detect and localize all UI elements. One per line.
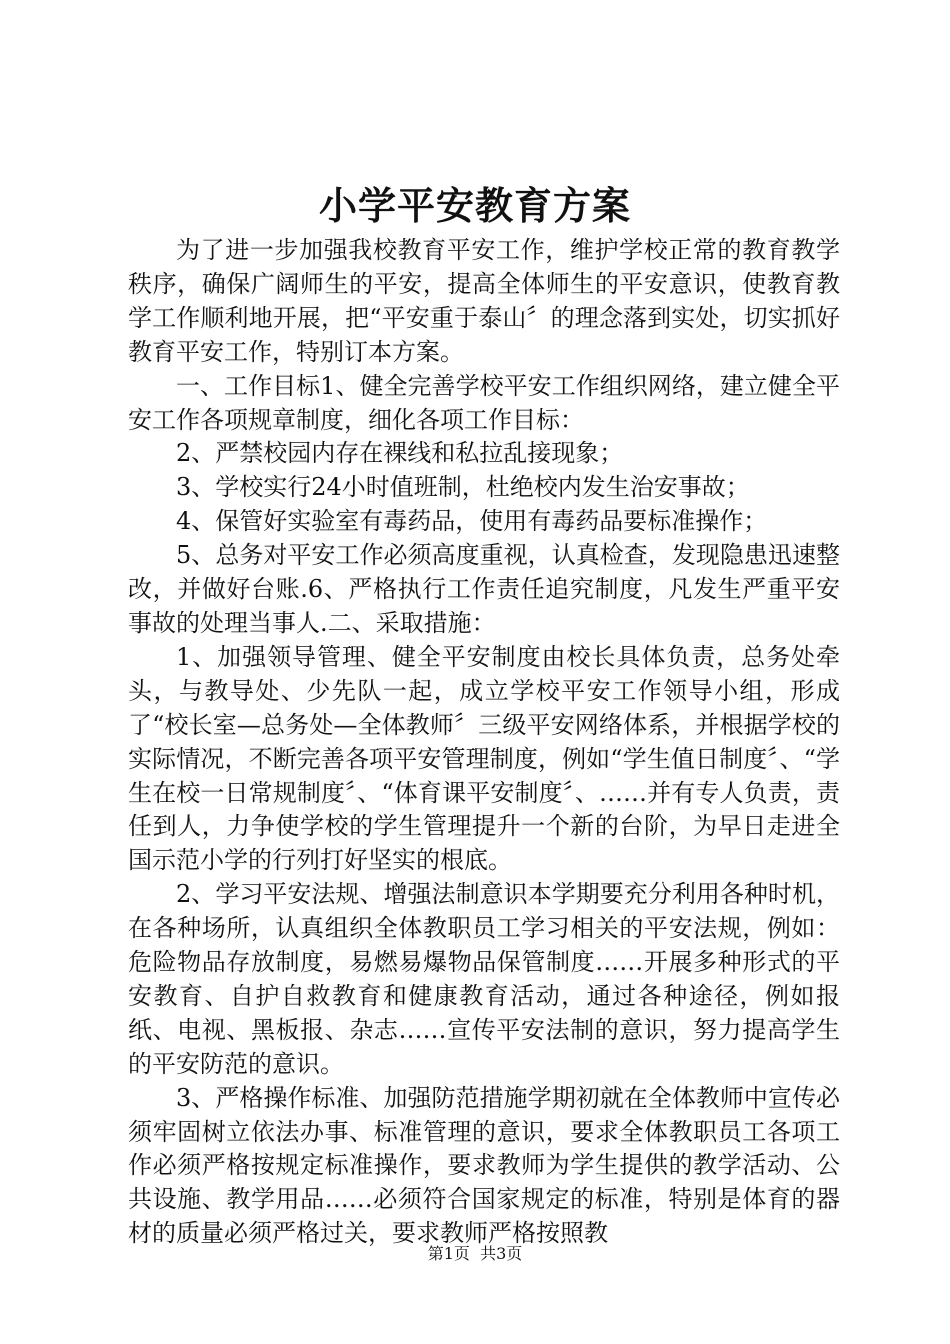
page-number: 第1页	[427, 1244, 470, 1263]
paragraph-item-4: 4、保管好实验室有毒药品，使用有毒药品要标准操作；	[176, 507, 768, 536]
paragraph-item-3: 3、学校实行24小时值班制，杜绝校内发生治安事故；	[176, 473, 750, 502]
page-footer	[0, 1243, 950, 1265]
paragraph-item-2: 2、严禁校园内存在裸线和私拉乱接现象；	[176, 439, 624, 468]
paragraph-item-5: 5、总务对平安工作必须高度重视，认真检查，发现隐患迅速整改，并做好台账.6、严格执行工作责任追究制度，凡发生严重平安事故的处理当事人.二、采取措施：	[128, 541, 840, 637]
paragraph-goals: 一、工作目标1、健全完善学校平安工作组织网络，建立健全平安工作各项规章制度，细化各项工作目标：	[128, 371, 840, 434]
paragraph-measure-1: 1、加强领导管理、健全平安制度由校长具体负责，总务处牵头，与教导处、少先队一起，成立学校平安工作领导小组，形成了“校长室—总务处—全体教师〞三级平安网络体系，并根据学校的实际情况，不断完善各项平安管理制度，例如“学生值日制度〞、“学生在校一日常规制度〞、“体育课平安制度〞、……并有专人负责，责任到人，力争使学校的学生管理提升一个新的台阶，为早日走进全国示范小学的行列打好坚实的根底。	[128, 642, 840, 875]
footer-separator	[470, 1244, 480, 1263]
document-title: 小学平安教育方案	[318, 183, 631, 228]
paragraph-measure-2: 2、学习平安法规、增强法制意识本学期要充分利用各种时机，在各种场所，认真组织全体教职员工学习相关的平安法规，例如：危险物品存放制度，易燃易爆物品保管制度……开展多种形式的平安教育、自护自救教育和健康教育活动，通过各种途径，例如报纸、电视、黑板报、杂志……宣传平安法制的意识，努力提高学生的平安防范的意识。	[128, 880, 840, 1078]
paragraph-intro: 为了进一步加强我校教育平安工作，维护学校正常的教育教学秩序，确保广阔师生的平安，提高全体师生的平安意识，使教育教学工作顺利地开展，把“平安重于泰山〞的理念落到实处，切实抓好教育平安工作，特别订本方案。	[128, 236, 840, 366]
paragraph-measure-3: 3、严格操作标准、加强防范措施学期初就在全体教师中宣传必须牢固树立依法办事、标准管理的意识，要求全体教职员工各项工作必须严格按规定标准操作，要求教师为学生提供的教学活动、公共设施、教学用品……必须符合国家规定的标准，特别是体育的器材的质量必须严格过关，要求教师严格按照教	[128, 1083, 840, 1248]
page-total: 共3页	[480, 1244, 523, 1263]
document-body	[128, 234, 840, 1251]
